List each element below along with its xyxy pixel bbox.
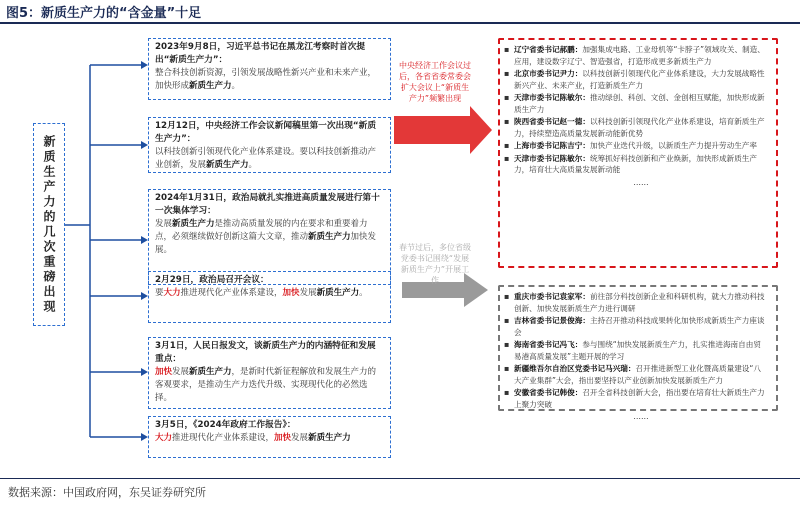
red-arrow (394, 106, 492, 154)
leader-name: 新疆维吾尔自治区党委书记马兴瑞： (514, 364, 636, 373)
list-item (514, 68, 768, 91)
event-heading: 2月29日，政治局召开会议： (155, 275, 269, 285)
red-leaders-box (498, 38, 778, 268)
arrowhead-1 (141, 61, 148, 69)
emphasis-red: 大力 (163, 288, 181, 298)
leader-name: 安徽省委书记韩俊： (514, 388, 583, 397)
left-label: 新质生产力的几次重磅出现 (42, 134, 56, 315)
leader-name: 海南省委书记冯飞： (514, 340, 583, 349)
list-item (514, 140, 768, 152)
event-box-5 (148, 337, 391, 409)
arrowhead-2 (141, 141, 148, 149)
list-item (514, 387, 768, 410)
list-item (514, 339, 768, 362)
emphasis-red: 大力 (155, 433, 173, 443)
gray-ellipsis: …… (633, 412, 649, 421)
figure-title: 图5：新质生产力的“含金量”十足 (6, 6, 202, 21)
leader-statement: 主持召开推动科技成果转化加快形成新质生产力座谈会 (514, 316, 765, 337)
leader-name: 天津市委书记陈敏尔： (514, 93, 590, 102)
event-body (155, 218, 384, 257)
leader-name: 陕西省委书记赵一德： (514, 117, 590, 126)
arrowhead-5 (141, 368, 148, 376)
left-label-box (33, 123, 65, 326)
leader-name: 重庆市委书记袁家军： (514, 292, 590, 301)
body-text: 加快发展。 (155, 232, 377, 255)
body-text: 是推动高质量发展的内在要求和重要着力点，必须继续做好创新这篇大文章，推动 (155, 219, 368, 242)
leader-statement: 参与围绕“加快发展新质生产力，扎实推进海南自由贸易港高质量发展”主题开展的学习 (514, 340, 761, 361)
event-box-4 (148, 271, 391, 323)
leader-name: 北京市委书记尹力： (514, 69, 583, 78)
red-ellipsis: …… (633, 177, 649, 187)
event-heading: 12月12日，中央经济工作会议新闻稿里第一次出现“新质生产力”： (155, 121, 377, 144)
event-heading: 3月5日，《2024年政府工作报告》： (155, 420, 296, 430)
list-item (514, 291, 768, 314)
emphasis-bold: 新质生产力 (206, 160, 249, 170)
body-text: 推进现代化产业体系建设， (180, 288, 283, 298)
leader-statement: 召开全省科技创新大会，指出要在培育壮大新质生产力上聚力突破 (514, 388, 765, 409)
emphasis-bold: 新质生产力 (308, 232, 351, 242)
leader-statement: 统筹抓好科技创新和产业焕新，加快形成新质生产力，培育壮大高质量发展新动能 (514, 153, 757, 174)
event-body (155, 366, 384, 405)
body-text: 发展 (155, 219, 173, 229)
leader-statement: 以科技创新引领现代化产业体系建设，大力发展战略性新兴产业、未来产业，打造新质生产力 (514, 69, 765, 90)
leader-name: 辽宁省委书记郝鹏： (514, 45, 583, 54)
leader-statement: 前往部分科技创新企业和科研机构，就大力推动科技创新、加快发展新质生产力进行调研 (514, 292, 765, 313)
leader-name: 吉林省委书记景俊海： (514, 316, 590, 325)
red-note: 中央经济工作会议过后，各省省委常委会扩大会议上“新质生产力”频繁出现 (399, 61, 471, 103)
body-text: 发展 (291, 433, 309, 443)
leader-statement: 加强集成电路、工业母机等“卡脖子”领域攻关、制造、应用，建设数字辽宁、智造强省，打造形成更多新质生产力 (514, 45, 765, 66)
emphasis-red: 加快 (274, 433, 292, 443)
list-item (514, 92, 768, 115)
event-body (155, 432, 384, 445)
event-heading: 2024年1月31日，政治局就扎实推进高质量发展进行第十一次集体学习： (155, 193, 380, 216)
gray-note: 春节过后，多位省级党委书记围绕“发展新质生产力”开展工作 (399, 243, 471, 285)
list-item (514, 153, 768, 176)
event-box-2 (148, 117, 391, 173)
body-text: 要 (155, 288, 164, 298)
gray-leaders-list (514, 291, 768, 410)
arrowhead-3 (141, 236, 148, 244)
body-text: 。 (359, 288, 368, 298)
leader-statement: 推动绿创、科创、文创、金创相互赋能，加快形成新质生产力 (514, 93, 765, 114)
body-text: 发展 (299, 288, 317, 298)
list-item (514, 116, 768, 139)
leader-statement: 以科技创新引领现代化产业体系建设，培育新质生产力，持续塑造高质量发展新动能新优势 (514, 117, 765, 138)
list-item (514, 363, 768, 386)
arrowhead-4 (141, 292, 148, 300)
event-body (155, 146, 384, 172)
emphasis-red: 加快 (282, 288, 300, 298)
emphasis-bold: 新质生产力 (189, 367, 232, 377)
source-text: 数据来源：中国政府网，东吴证券研究所 (8, 486, 206, 499)
body-text: ，是新时代新征程解放和发展生产力的客观要求，是推动生产力迭代升级、实现现代化的必然选择。 (155, 367, 377, 403)
source-rule (0, 478, 800, 479)
emphasis-red: 加快 (155, 367, 173, 377)
list-item (514, 315, 768, 338)
body-text: 。 (231, 81, 241, 91)
event-body (155, 287, 384, 300)
event-heading: 2023年9月8日，习近平总书记在黑龙江考察时首次提出“新质生产力”： (155, 42, 366, 65)
body-text: 整合科技创新资源，引领发展战略性新兴产业和未来产业，加快形成 (155, 68, 377, 91)
event-box-1 (148, 38, 391, 100)
event-body (155, 67, 384, 93)
emphasis-bold: 新质生产力 (172, 219, 215, 229)
arrowhead-6 (141, 433, 148, 441)
gray-leaders-box (498, 285, 778, 421)
emphasis-bold: 新质生产力 (308, 433, 351, 443)
list-item (514, 44, 768, 67)
red-leaders-list (514, 44, 768, 176)
body-text: 。 (248, 160, 258, 170)
body-text: 以科技创新引领现代化产业体系建设。要以科技创新推动产业创新，发展 (155, 147, 377, 170)
leader-statement: 召开推进新型工业化暨高质量建设“八大产业集群”大会，指出要坚持以产业创新加快发展新质生产力 (514, 364, 761, 385)
event-box-6 (148, 416, 391, 458)
leader-statement: 加快产业迭代升级，以新质生产力提升劳动生产率 (589, 141, 757, 150)
body-text: 发展 (172, 367, 190, 377)
event-heading: 3月1日，人民日报发文，谈新质生产力的内涵特征和发展重点： (155, 341, 376, 364)
emphasis-bold: 新质生产力 (189, 81, 232, 91)
body-text: 推进现代化产业体系建设， (172, 433, 275, 443)
leader-name: 上海市委书记陈吉宁： (514, 141, 590, 150)
leader-name: 天津市委书记陈敏尔： (514, 153, 590, 163)
emphasis-bold: 新质生产力 (316, 288, 360, 298)
